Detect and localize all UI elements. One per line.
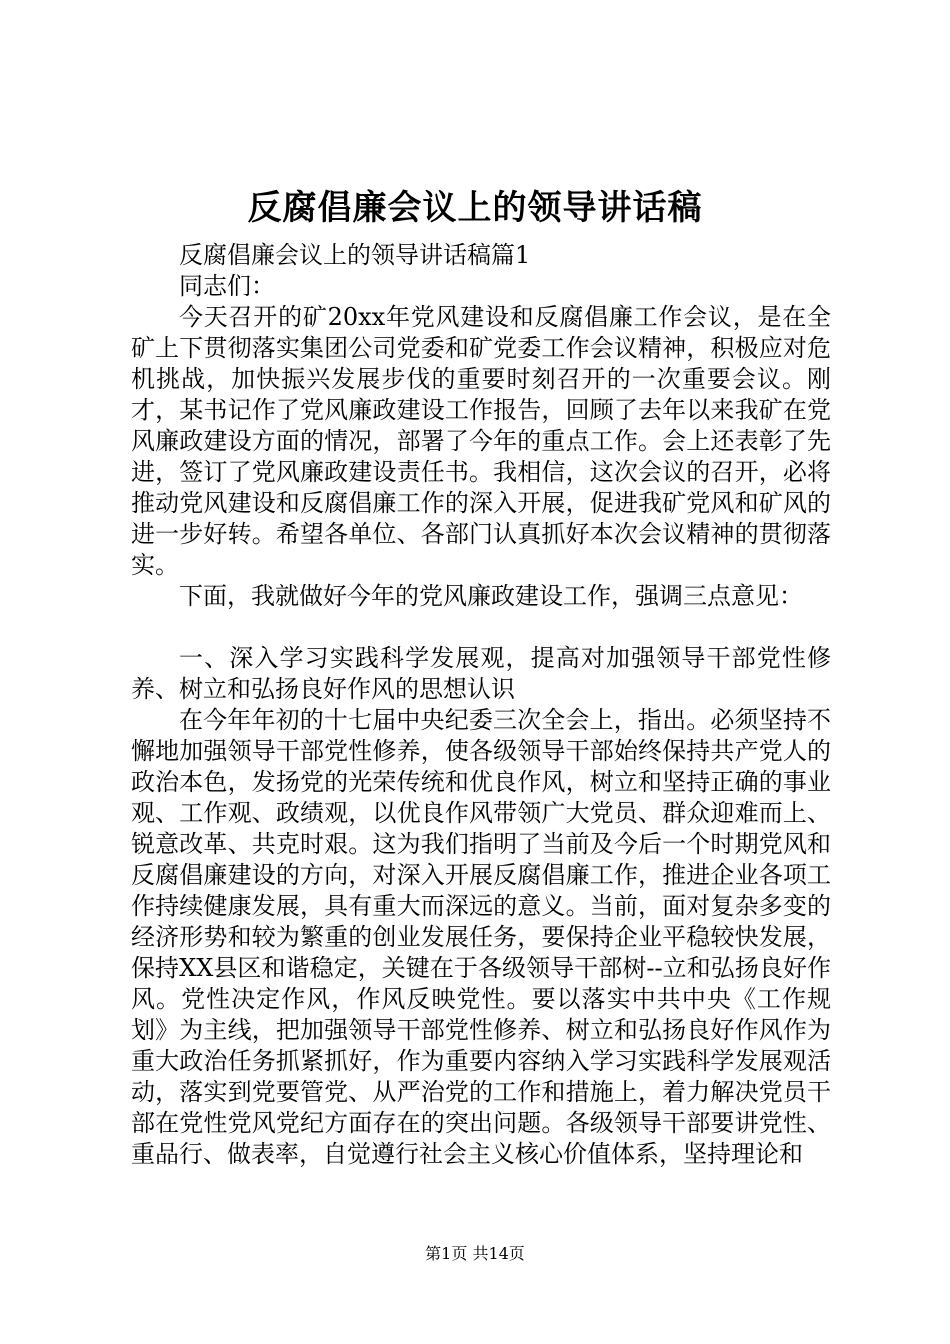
- paragraph-opening: 今天召开的矿20xx年党风建设和反腐倡廉工作会议，是在全矿上下贯彻落实集团公司党委和矿党委工作会议精神，积极应对危机挑战，加快振兴发展步伐的重要时刻召开的一次重要会议。刚才，某书记作了党风廉政建设工作报告，回顾了去年以来我矿在党风廉政建设方面的情况，部署了今年的重点工作。会上还表彰了先进，签订了党风廉政建设责任书。我相信，这次会议的召开，必将推动党风建设和反腐倡廉工作的深入开展，促进我矿党风和矿风的进一步好转。希望各单位、各部门认真抓好本次会议精神的贯彻落实。: [131, 303, 831, 579]
- paragraph-section-1: 在今年年初的十七届中央纪委三次全会上，指出。必须坚持不懈地加强领导干部党性修养，使各级领导干部始终保持共产党人的政治本色，发扬党的光荣传统和优良作风，树立和坚持正确的事业观、工作观、政绩观，以优良作风带领广大党员、群众迎难而上、锐意改革、共克时艰。这为我们指明了当前及今后一个时期党风和反腐倡廉建设的方向，对深入开展反腐倡廉工作，推进企业各项工作持续健康发展，具有重大而深远的意义。当前，面对复杂多变的经济形势和较为繁重的创业发展任务，要保持企业平稳较快发展，保持XX县区和谐稳定，关键在于各级领导干部树--立和弘扬良好作风。党性决定作风，作风反映党性。要以落实中共中央《工作规划》为主线，把加强领导干部党性修养、树立和弘扬良好作风作为重大政治任务抓紧抓好，作为重要内容纳入学习实践科学发展观活动，落实到党要管党、从严治党的工作和措施上，着力解决党员干部在党性党风党纪方面存在的突出问题。各级领导干部要讲党性、重品行、做表率，自觉遵行社会主义核心价值体系，坚持理论和: [131, 706, 831, 1168]
- page-footer: 第1页 共14页: [425, 1244, 525, 1263]
- paragraph-subtitle: 反腐倡廉会议上的领导讲话稿篇1: [179, 241, 531, 269]
- document-body: [131, 240, 831, 1170]
- paragraph-transition: 下面，我就做好今年的党风廉政建设工作，强调三点意见：: [179, 582, 803, 610]
- paragraph-salutation: 同志们：: [179, 272, 275, 300]
- section-heading-1: 一、深入学习实践科学发展观，提高对加强领导干部党性修养、树立和弘扬良好作风的思想认识: [131, 644, 831, 703]
- document-title: 反腐倡廉会议上的领导讲话稿: [247, 188, 703, 228]
